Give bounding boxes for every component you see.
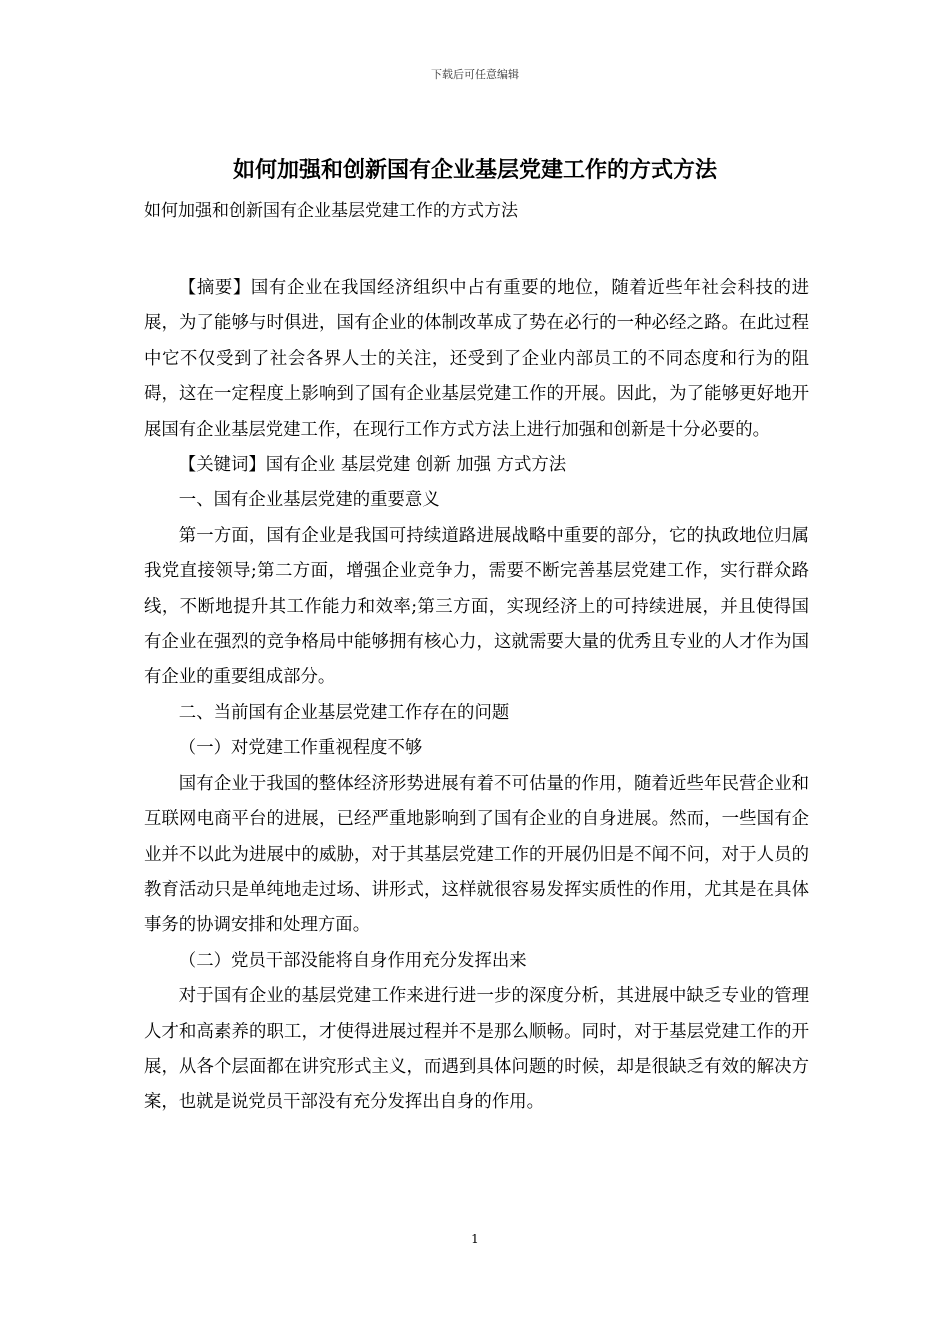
header-note: 下载后可任意编辑 [431,68,519,81]
document-subtitle: 如何加强和创新国有企业基层党建工作的方式方法 [144,201,518,221]
subsection-heading-2: （二）党员干部没能将自身作用充分发挥出来 [178,950,527,971]
section-heading-2: 二、当前国有企业基层党建工作存在的问题 [178,702,510,723]
document-title: 如何加强和创新国有企业基层党建工作的方式方法 [232,157,717,183]
subsection-heading-1: （一）对党建工作重视程度不够 [178,738,423,759]
paragraph-keywords: 【关键词】国有企业 基层党建 创新 加强 方式方法 [178,455,567,476]
page-number: 1 [471,1232,479,1246]
document-body [144,271,809,1121]
paragraph-problem-1: 国有企业于我国的整体经济形势进展有着不可估量的作用，随着近些年民营企业和互联网电商平台的进展，已经严重地影响到了国有企业的自身进展。然而，一些国有企业并不以此为进展中的威胁，对于其基层党建工作的开展仍旧是不闻不问，对于人员的教育活动只是单纯地走过场、讲形式，这样就很容易发挥实质性的作用，尤其是在具体事务的协调安排和处理方面。 [144,773,809,936]
paragraph-significance: 第一方面，国有企业是我国可持续道路进展战略中重要的部分，它的执政地位归属我党直接领导;第二方面，增强企业竞争力，需要不断完善基层党建工作，实行群众路线，不断地提升其工作能力和效率;第三方面，实现经济上的可持续进展，并且使得国有企业在强烈的竞争格局中能够拥有核心力，这就需要大量的优秀且专业的人才作为国有企业的重要组成部分。 [144,525,809,688]
paragraph-abstract: 【摘要】国有企业在我国经济组织中占有重要的地位，随着近些年社会科技的进展，为了能够与时俱进，国有企业的体制改革成了势在必行的一种必经之路。在此过程中它不仅受到了社会各界人士的关注，还受到了企业内部员工的不同态度和行为的阻碍，这在一定程度上影响到了国有企业基层党建工作的开展。因此，为了能够更好地开展国有企业基层党建工作，在现行工作方式方法上进行加强和创新是十分必要的。 [144,278,809,440]
section-heading-1: 一、国有企业基层党建的重要意义 [178,490,440,511]
paragraph-problem-2: 对于国有企业的基层党建工作来进行进一步的深度分析，其进展中缺乏专业的管理人才和高素养的职工，才使得进展过程并不是那么顺畅。同时，对于基层党建工作的开展，从各个层面都在讲究形式主义，而遇到具体问题的时候，却是很缺乏有效的解决方案，也就是说党员干部没有充分发挥出自身的作用。 [144,986,809,1113]
